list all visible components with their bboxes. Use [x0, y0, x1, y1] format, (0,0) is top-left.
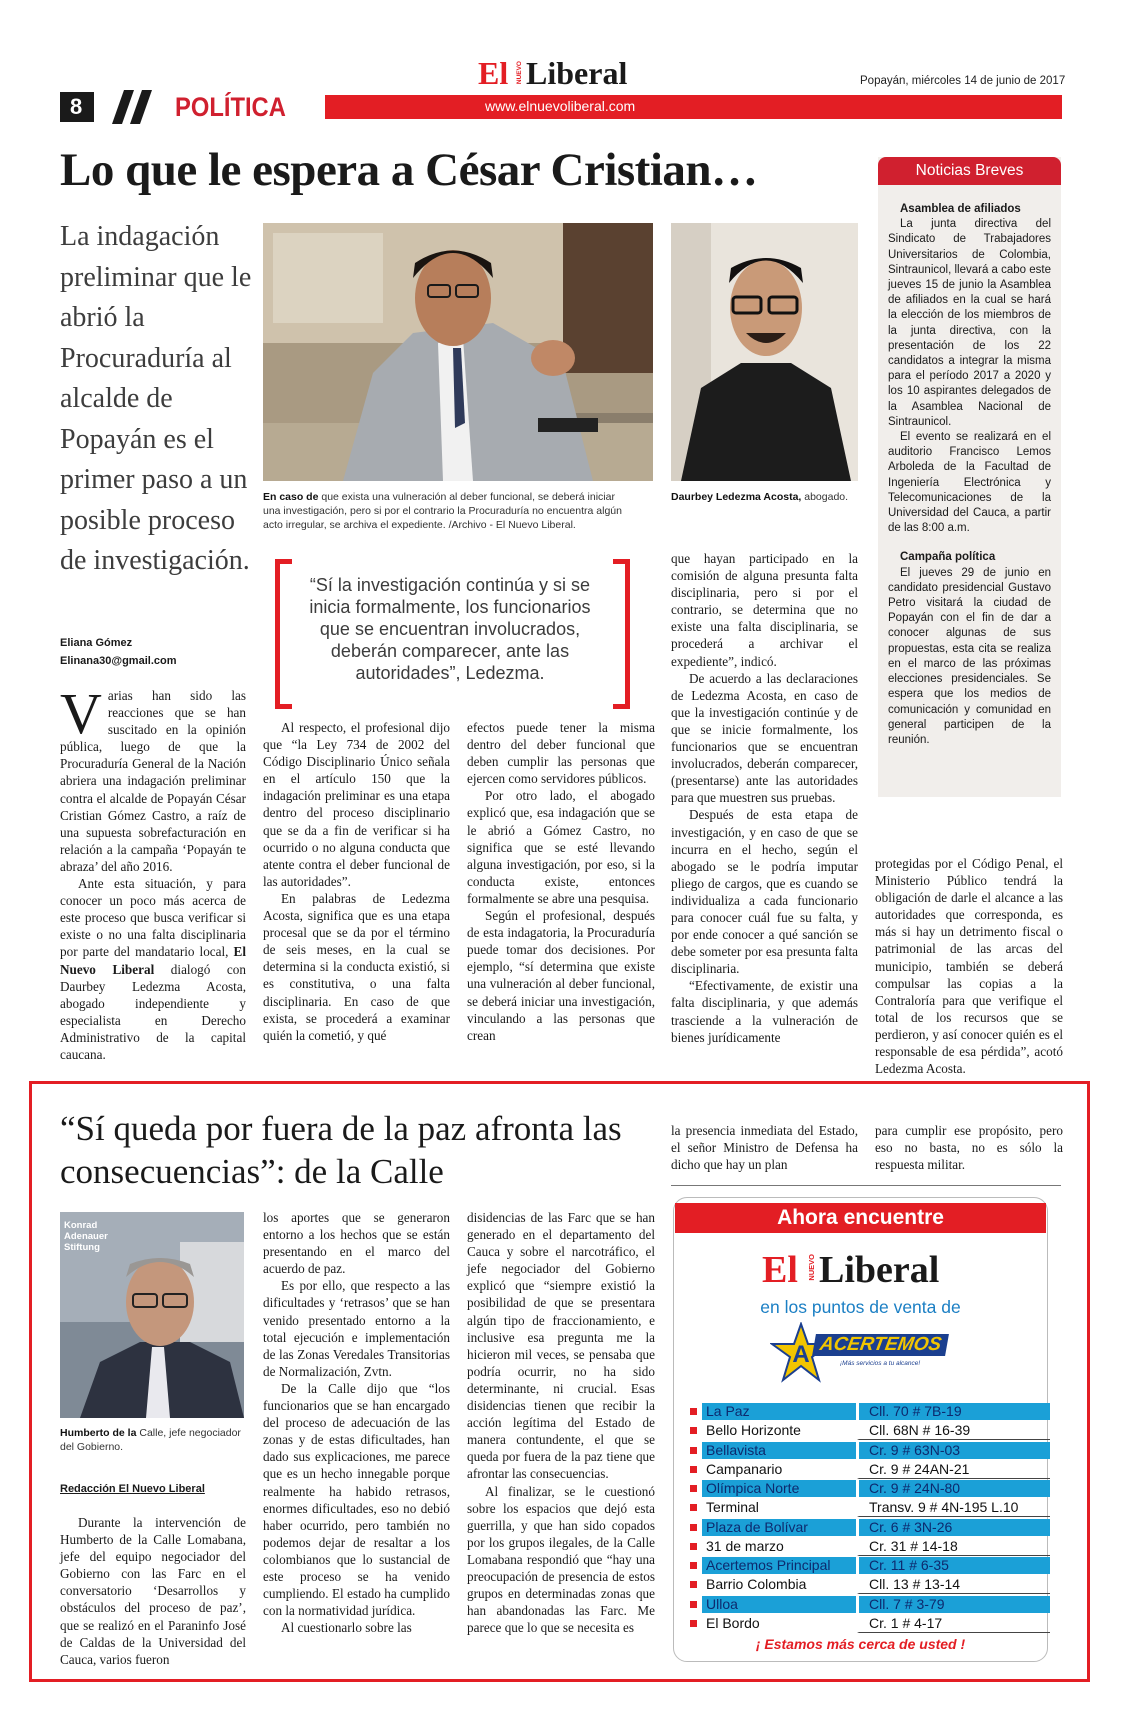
vendor-row — [690, 1557, 1040, 1574]
bullet-square-icon — [690, 1524, 697, 1531]
vendor-name: Bello Horizonte — [706, 1422, 801, 1439]
a2-col2-paragraph-3: De la Calle dijo que “los funcionarios que se han encargado del proceso de adecuación de las zonas y de estas dificultades, han dado sus explicaciones, me parece que es un hecho innegable porque realmente ha habido retrasos, enormes dificultades, eso no debió haber ocurrido, pero también no podemos dejar de resaltar a los colombianos que lo sustancial de este proceso se ha venido cumpliendo. El estado ha cumplido con la normatividad jurídica. — [263, 1380, 450, 1619]
vendor-row — [690, 1403, 1040, 1420]
page-number: 8 — [60, 92, 94, 122]
vendor-row — [690, 1615, 1040, 1632]
a2-col2-paragraph-2: Es por ello, que respecto a las dificultades y ‘retrasos’ que se han venido presentado entorno a la total ejecución e implementación de las Zonas Veredales Transitorias de Normalización, Zvtn. — [263, 1278, 450, 1379]
bullet-square-icon — [690, 1408, 697, 1415]
article2-column-5 — [875, 1122, 1063, 1173]
article1-column-3 — [467, 719, 655, 1044]
article-headline: Lo que le espera a César Cristian… — [60, 144, 758, 196]
vendor-row — [690, 1461, 1040, 1478]
photo1-caption-bold: En caso de — [263, 491, 319, 503]
logo-nuevo: NUEVO — [516, 61, 523, 85]
a2-col3-paragraph-2: Al finalizar, se le cuestionó sobre los espacios que dejó esta guerrilla, y que han sido copados por los grupos ilegales, de la Calle Lomabana respondió que “hay una preocupación de presencia de estos grupos en determinadas zonas que han abandonadas las Farc. Me parece que lo que se necesita es — [467, 1483, 655, 1636]
acertemos-wordmark: ACERTEMOS — [812, 1334, 949, 1356]
header-red-bar — [325, 95, 1062, 119]
article1-column-1 — [60, 681, 246, 1063]
col4-paragraph-1: que hayan participado en la comisión de alguna presunta falta disciplinaria, pero si por el contrario, se determina que no existe una falta disciplinaria, se procederá a archivar el expediente”, indicó. — [671, 551, 858, 669]
article2-headline: “Sí queda por fuera de la paz afronta las consecuencias”: de la Calle — [60, 1109, 622, 1191]
vendor-row — [690, 1538, 1040, 1555]
ad-logo — [762, 1248, 962, 1293]
vendor-name: La Paz — [702, 1403, 856, 1420]
a2-col4-paragraph-1: la presencia inmediata del Estado, el señor Ministro de Defensa ha dicho que hay un plan — [671, 1123, 858, 1173]
vendor-row — [690, 1442, 1040, 1459]
article-deck: La indagación preliminar que le abrió la Procuraduría al alcalde de Popayán es el primer paso a un posible proceso de investigación. — [60, 221, 252, 576]
vendor-name: Terminal — [706, 1499, 759, 1516]
col3-paragraph-2: Por otro lado, el abogado explicó que, esa indagación que se le abrió a Gómez Castro, no significa que se esté llevando alguna investigación, por eso, si la conducta existe, entonces formalmente se abre una pesquisa. — [467, 788, 655, 906]
col5-paragraph-1: protegidas por el Código Penal, el Ministerio Público tendrá la obligación de darle el alcance a las autoridades que corresponda, es más si hay un detrimento fiscal o patrimonial de las arcas del municipio, también se deberá compulsar las copias a la Contraloría para que verifique el total de los recursos que se perdieron, y así conocer quién es el responsable de esa pérdida”, acotó Ledezma Acosta. — [875, 856, 1063, 1077]
article2-column-2 — [263, 1209, 450, 1636]
ad-footer: ¡ Estamos más cerca de usted ! — [755, 1636, 966, 1652]
brief1-paragraph-2: El evento se realizará en el auditorio Francisco Lemos Arboleda de la Facultad de Ingeniería Electrónica y Telecomunicaciones de la Universidad del Cauca, a partir de las 8:00 a.m. — [888, 431, 1051, 535]
vendor-address: Cr. 6 # 3N-26 — [857, 1519, 1050, 1536]
vendor-row — [690, 1422, 1040, 1439]
article2-caption-text: Calle, jefe negociador del Gobierno. — [60, 1427, 241, 1453]
article1-column-2 — [263, 719, 450, 1044]
col1-paragraph-2c: dialogó con Daurbey Ledezma Acosta, abogado independiente y especialista en Derecho Administrativo de la capital caucana. — [60, 961, 246, 1062]
vendor-name: 31 de marzo — [706, 1537, 784, 1554]
vendor-name: Campanario — [706, 1460, 783, 1477]
a2-col1-paragraph-1: Durante la intervención de Humberto de la Calle Lomabana, jefe del equipo negociador del Gobierno con las Farc en el conversatorio ‘Desarrollos y obstáculos del proceso de paz’, que se realizó en el Paraninfo José de Caldas de la Universidad del Cauca, varios fueron — [60, 1515, 246, 1667]
photo-lawyer — [671, 223, 858, 481]
briefs-header: Noticias Breves — [878, 157, 1061, 185]
article2-column-1 — [60, 1514, 246, 1668]
brief1-title: Asamblea de afiliados — [900, 203, 1021, 215]
photo2-caption-bold: Daurbey Ledezma Acosta, — [671, 491, 802, 503]
website-url: www.elnuevoliberal.com — [485, 98, 636, 114]
vendor-address: Cr. 31 # 14-18 — [857, 1538, 1050, 1556]
vendor-name: El Bordo — [706, 1614, 760, 1631]
photo1-caption-text: que exista una vulneración al deber funcional, se deberá iniciar una investigación, pero si por el contrario la Procuraduría no encuentra algún acto irregular, se archiva el expediente. /Archivo - El Nuevo Liberal. — [263, 491, 622, 531]
bullet-square-icon — [690, 1543, 697, 1550]
vendor-name: Barrio Colombia — [706, 1576, 807, 1593]
dropcap: V — [60, 681, 102, 746]
article2-photo-caption — [60, 1426, 244, 1454]
masthead-logo — [478, 55, 648, 93]
vendor-row — [690, 1480, 1040, 1497]
article2-caption-bold: Humberto de la — [60, 1427, 137, 1439]
bullet-square-icon — [690, 1447, 697, 1454]
vendor-name: Plaza de Bolívar — [702, 1519, 856, 1536]
article2-column-4 — [671, 1122, 858, 1173]
vendor-address: Cll. 68N # 16-39 — [857, 1422, 1050, 1440]
bullet-square-icon — [690, 1485, 697, 1492]
issue-date: Popayán, miércoles 14 de junio de 2017 — [860, 75, 1066, 87]
photo2-caption-text: abogado. — [801, 491, 849, 503]
col2-paragraph-2: En palabras de Ledezma Acosta, significa que es una etapa procesal que se da por el término de seis meses, en la cual se determina si la conducta existió, si es constitutiva, o una falta disciplinaria. En caso de que exista, se procederá a examinar quién la cometió, y qué — [263, 890, 450, 1043]
a2-col3-paragraph-1: disidencias de las Farc que se han generado en el departamento del Cauca y sobre el narcotráfico, el jefe negociador del Gobierno explicó que “siempre existió la posibilidad de que se presentara algún tipo de fraccionamiento, e inclusive esa pregunta me la hicieron mil veces, se pensaba que podría ocurrir, no ha sido determinante, ni crucial. Esas disidencias tienen que recibir la acción legítima del Estado de manera contundente, el que se queda por fuera de la paz tiene que afrontar las consecuencias. — [467, 1210, 655, 1482]
vendor-address: Cr. 11 # 6-35 — [857, 1557, 1050, 1574]
pullquote-text: “Sí la investigación continúa y si se inicia formalmente, los funcionarios que se encuentran involucrados, deberán comparecer, ante las autoridades”, Ledezma. — [309, 575, 591, 683]
article2-byline: Redacción El Nuevo Liberal — [60, 1483, 205, 1495]
vendor-row — [690, 1499, 1040, 1516]
vendor-row — [690, 1596, 1040, 1613]
bullet-square-icon — [690, 1466, 697, 1473]
photo2-caption — [671, 490, 861, 504]
logo-liberal: Liberal — [526, 55, 628, 91]
bullet-square-icon — [690, 1427, 697, 1434]
bullet-square-icon — [690, 1620, 697, 1627]
photo-badge: Konrad Adenauer Stiftung — [64, 1220, 108, 1253]
acertemos-tagline: ¡Más servicios a tu alcance! — [840, 1360, 921, 1367]
a2-col2-paragraph-4: Al cuestionarlo sobre las — [281, 1620, 412, 1636]
briefs-body — [888, 202, 1051, 748]
a2-col5-paragraph-1: para cumplir ese propósito, pero eso no basta, no es sólo la respuesta militar. — [875, 1123, 1063, 1173]
photo-official-at-desk — [263, 223, 653, 481]
pullquote-left-bracket — [275, 559, 292, 709]
bullet-square-icon — [690, 1504, 697, 1511]
author-email: Elinana30@gmail.com — [60, 655, 177, 667]
col1-paragraph-2a: Ante esta situación, y para conocer un poco más acerca de este proceso que busca verificar si existe o no una falta disciplinaria por parte del mandatario local, — [60, 876, 246, 960]
article1-column-4 — [671, 550, 858, 1046]
col2-paragraph-1: Al respecto, el profesional dijo que “la Ley 734 de 2002 del Código Disciplinario Único señala en el artículo 150 que la indagación preliminar es una etapa dentro del proceso disciplinario que se da a fin de verificar si ha ocurrido o no alguna conducta que atente contra el deber funcional de las autoridades”. — [263, 720, 450, 889]
ad-logo-liberal: Liberal — [819, 1249, 940, 1291]
vendor-name: Acertemos Principal — [702, 1557, 856, 1574]
vendor-address: Transv. 9 # 4N-195 L.10 — [857, 1499, 1050, 1517]
section-label: POLÍTICA — [175, 92, 286, 122]
vendor-name: Olímpica Norte — [702, 1480, 856, 1497]
col3-paragraph-1: efectos puede tener la misma dentro del deber funcional que deben cumplir las personas que ejercen como servidores públicos. — [467, 720, 655, 787]
vendor-row — [690, 1576, 1040, 1593]
vendor-name: Bellavista — [702, 1442, 856, 1459]
vendor-address: Cr. 9 # 63N-03 — [857, 1442, 1050, 1459]
a2-col2-paragraph-1: los aportes que se generaron entorno a los hechos que se están presentando en el marco del acuerdo de paz. — [263, 1210, 450, 1277]
ad-subtitle: en los puntos de venta de — [760, 1297, 961, 1317]
pullquote-right-bracket — [613, 559, 630, 709]
col4-paragraph-4: “Efectivamente, de existir una falta disciplinaria, y que además trasciende a la vulneración de bienes jurídicamente — [671, 978, 858, 1045]
bullet-square-icon — [690, 1601, 697, 1608]
photo-de-la-calle — [60, 1212, 244, 1418]
col1-paragraph-1: arias han sido las reacciones que se han suscitado en la opinión pública, luego de que la Procuraduría General de la Nación abriera una indagación preliminar contra el alcalde de Popayán César Cristian Gómez Castro, a raíz de una supuesta sobrefacturación en relación a la campaña ‘Popayán te abraza’ del año 2016. — [60, 688, 246, 874]
ad-banner: Ahora encuentre — [675, 1203, 1046, 1233]
col1-paper-name: El Nuevo Liberal — [60, 944, 246, 977]
col4-paragraph-3: Después de esta etapa de investigación, y en caso de que se incurra en el hecho, según el abogado se le podría imputar pliego de cargos, que es cuando se individualiza a cada funcionario para conocer cuál fue su falta, y por ende conocer a qué sanción se debe someter por esa presunta falta disciplinaria. — [671, 807, 858, 977]
article2-divider — [671, 1185, 1061, 1186]
vendor-address: Cr. 1 # 4-17 — [857, 1615, 1050, 1633]
photo1-caption — [263, 490, 635, 532]
vendor-address: Cr. 9 # 24N-80 — [857, 1480, 1050, 1497]
col3-paragraph-3: Según el profesional, después de esta indagatoria, la Procuraduría puede tomar dos decisiones. Por ejemplo, “sí determina que existe una vulneración al deber funcional, se deberá iniciar una investigación, vinculando a las personas que crean — [467, 908, 655, 1043]
col4-paragraph-2: De acuerdo a las declaraciones de Ledezma Acosta, en caso de que la investigación continúe y de que se inicie formalmente, los funcionarios que se encuentran involucrados, deberán comparecer, (presentarse) ante las autoridades para que muestren sus pruebas. — [671, 670, 858, 806]
svg-text:A: A — [792, 1341, 810, 1368]
ad-logo-el: El — [762, 1249, 798, 1291]
vendor-address: Cr. 9 # 24AN-21 — [857, 1461, 1050, 1479]
brief1-paragraph-1: La junta directiva del Sindicato de Trabajadores Universitarios de Colombia, Sintraunicol, llevará a cabo este jueves 15 de junio la Asamblea de afiliados en la cual se hará la elección de los miembros de la junta directiva, con la presentación de los 22 candidatos a integrar la misma para el período 2017 a 2020 y los 10 aspirantes delegados de la Asamblea Nacional de Sintraunicol. — [888, 218, 1052, 428]
section-slash-icon — [112, 90, 160, 124]
author-name: Eliana Gómez — [60, 637, 133, 649]
vendor-name: Ulloa — [702, 1596, 856, 1613]
logo-el: El — [478, 55, 509, 91]
ad-logo-nuevo: NUEVO — [807, 1254, 816, 1281]
brief2-paragraph-1: El jueves 29 de junio en candidato presidencial Gustavo Petro visitará la ciudad de Popayán con el fin de dar a conocer algunas de sus propuestas, esta cita se realiza en el marco de las próximas elecciones presidenciales. Se espera que los medios de comunicación y comunidad en general participen de la reunión. — [888, 566, 1051, 746]
article2-column-3 — [467, 1209, 655, 1636]
bullet-square-icon — [690, 1581, 697, 1588]
brief2-title: Campaña política — [900, 551, 996, 564]
article1-column-5 — [875, 855, 1063, 1077]
vendor-address: Cll. 70 # 7B-19 — [857, 1403, 1050, 1420]
vendor-row — [690, 1519, 1040, 1536]
acertemos-logo — [770, 1322, 970, 1384]
vendor-address: Cll. 13 # 13-14 — [857, 1576, 1050, 1594]
bullet-square-icon — [690, 1562, 697, 1569]
vendor-address: Cll. 7 # 3-79 — [857, 1596, 1050, 1613]
